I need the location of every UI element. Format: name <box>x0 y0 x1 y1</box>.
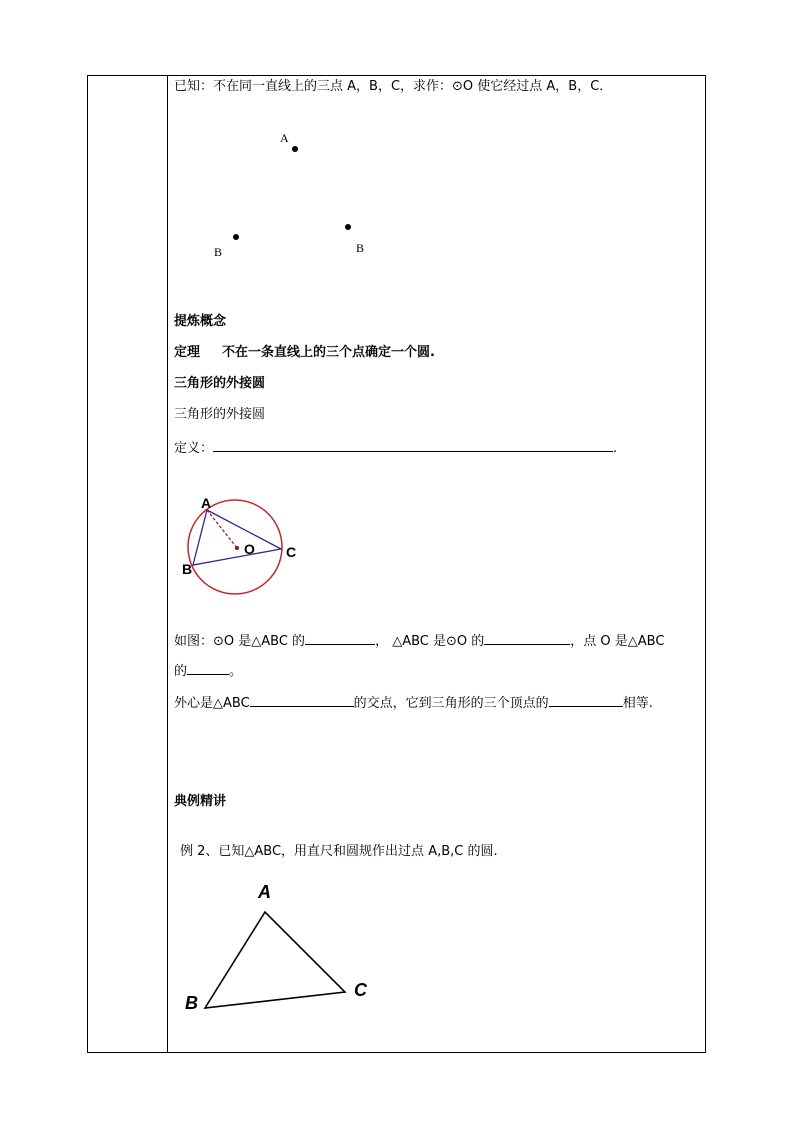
concept-heading: 提炼概念 <box>174 314 227 329</box>
fill-1b: ， △ABC 是⊙O 的 <box>375 634 485 649</box>
fill-1c: ，点 O 是△ABC <box>570 634 665 649</box>
example-text: 例 2、已知△ABC，用直尺和圆规作出过点 A,B,C 的圆. <box>180 844 498 859</box>
fill-3b: 的交点，它到三角形的三个顶点的 <box>353 696 549 711</box>
example-triangle <box>205 912 345 1008</box>
fig-b-label: B <box>182 561 193 577</box>
example-b-label: B <box>185 993 198 1013</box>
theorem-text: 不在一条直线上的三个点确定一个圆. <box>222 345 435 360</box>
circumcircle-heading: 三角形的外接圆 <box>174 376 266 391</box>
fill-1a: 如图：⊙O 是△ABC 的 <box>174 634 306 649</box>
fill-2a: 的 <box>174 664 188 679</box>
definition-label: 定义： <box>174 441 214 456</box>
point-c-label: B <box>356 241 365 255</box>
fill-2b: 。 <box>229 664 243 679</box>
fill-3a: 外心是△ABC <box>174 696 250 711</box>
example-a-label: A <box>258 882 271 902</box>
given-statement: 已知：不在同一直线上的三点 A，B，C，求作：⊙O 使它经过点 A，B，C． <box>174 79 613 94</box>
fig-a-label: A <box>201 495 212 511</box>
fill-3c: 相等. <box>622 696 653 711</box>
point-b-label: B <box>214 245 223 259</box>
example-heading: 典例精讲 <box>174 794 227 809</box>
theorem-label: 定理 <box>174 345 201 360</box>
circumcircle-plain: 三角形的外接圆 <box>174 407 266 422</box>
point-a-label: A <box>280 131 289 145</box>
example-c-label: C <box>354 980 367 1000</box>
definition-end: . <box>613 441 618 456</box>
fig-o-label: O <box>244 541 255 557</box>
fig-c-label: C <box>286 544 297 560</box>
